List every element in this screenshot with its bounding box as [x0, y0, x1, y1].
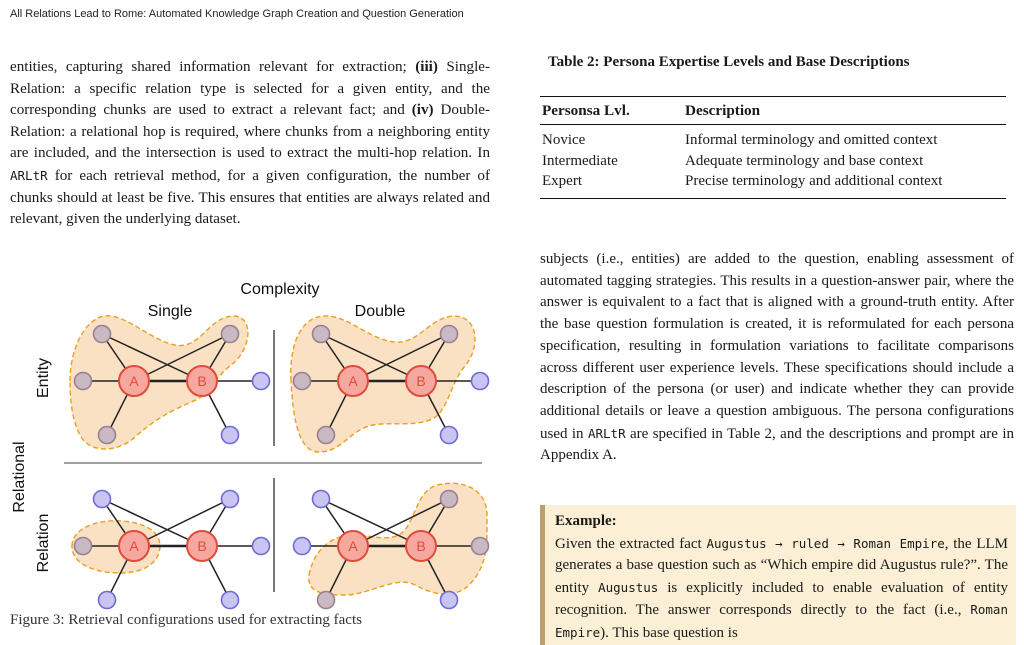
entity-node-label: B	[197, 538, 207, 554]
table-row	[540, 130, 1006, 151]
neighbor-node	[94, 326, 111, 343]
text-span: entities, capturing shared information relevant for extraction;	[10, 59, 416, 75]
neighbor-node	[99, 427, 116, 444]
column-label-single: Single	[147, 303, 193, 320]
paragraph-retrieval-configs	[10, 57, 490, 231]
example-title: Example:	[555, 513, 617, 529]
persona-table	[540, 96, 1006, 199]
entity-node-label: B	[416, 373, 426, 389]
code-answer: Roman Empire	[555, 602, 1008, 640]
neighbor-node	[253, 373, 270, 390]
paragraph-persona	[540, 249, 1014, 467]
code-entity: Augustus	[598, 579, 659, 595]
neighbor-node	[94, 491, 111, 508]
entity-node-label: B	[197, 373, 207, 389]
code-fact: Augustus → ruled → Roman Empire	[706, 535, 945, 551]
neighbor-node	[318, 592, 335, 609]
header-description: Description	[685, 102, 761, 119]
neighbor-node	[472, 373, 489, 390]
text-span: ). This base question is	[600, 624, 738, 641]
row-group-label-relational: Relational	[11, 441, 28, 513]
neighbor-node	[313, 326, 330, 343]
code-arltr: ARLtR	[10, 167, 48, 183]
neighbor-node	[294, 538, 311, 555]
neighbor-node	[253, 538, 270, 555]
header-persona-level: Personsa Lvl.	[542, 102, 630, 119]
example-box	[540, 505, 1016, 645]
text-span: for each retrieval method, for a given configuration, the number of chunks should at least be five. This ensures that entities are always related and relevant, given the underlying dataset.	[10, 167, 490, 228]
text-span: is explicitly included to enable evaluation of entity recognition. The answer corresponds directly to the fact (i.e.,	[555, 579, 1008, 618]
table-row	[540, 151, 1006, 172]
entity-node-label: B	[416, 538, 426, 554]
table-caption: Table 2: Persona Expertise Levels and Base Descriptions	[548, 54, 910, 70]
neighbor-node	[222, 326, 239, 343]
neighbor-node	[222, 491, 239, 508]
neighbor-node	[99, 592, 116, 609]
entity-node-label: A	[129, 538, 139, 554]
running-header: All Relations Lead to Rome: Automated Knowledge Graph Creation and Question Generation	[10, 8, 464, 20]
cell-description: Informal terminology and omitted context	[685, 132, 938, 148]
neighbor-node	[75, 373, 92, 390]
figure-title: Complexity	[240, 281, 320, 298]
entity-node-label: A	[129, 373, 139, 389]
text-span: are specified in Table 2, and the descriptions and prompt are in Appendix A.	[540, 425, 1014, 464]
left-column-text	[10, 57, 490, 231]
text-span: Single-Relation: a specific relation type is selected for a given entity, and the corresponding chunks are used to extract a relevant fact; and	[10, 59, 490, 119]
table-row	[540, 171, 1006, 192]
table-body	[540, 125, 1006, 198]
neighbor-node	[75, 538, 92, 555]
column-label-double: Double	[354, 303, 406, 320]
neighbor-node	[313, 491, 330, 508]
neighbor-node	[222, 592, 239, 609]
highlight-blob	[309, 483, 487, 595]
entity-node-label: A	[348, 373, 358, 389]
text-span: subjects (i.e., entities) are added to the question, enabling assessment of automated tagging strategies. This results in a question-answer pair, where the answer is equivalent to a fact that is aligned with a ground-truth entity. After the base question formulation is created, it is reformulated for each persona specification, resulting in formulation variations to facilitate comparisons across different user experience levels. These specifications should include a description of the persona (or user) and indicate whether they can provide additional details or leave a question ambiguous. The persona configurations used in	[540, 251, 1014, 442]
highlight-region-double-relation	[309, 483, 487, 595]
text-span: Given the extracted fact	[555, 535, 707, 552]
right-column-text	[540, 249, 1014, 467]
entity-node-label: A	[348, 538, 358, 554]
figure-caption-partial: Figure 3: Retrieval configurations used for extracting facts	[10, 612, 362, 628]
neighbor-node	[318, 427, 335, 444]
text-span: , the LLM generates a base question such as “Which empire did Augustus rule?”. The entity	[555, 535, 1008, 596]
neighbor-node	[472, 538, 489, 555]
cell-level: Novice	[542, 132, 586, 148]
neighbor-node	[441, 326, 458, 343]
table-header-row	[540, 97, 1006, 124]
code-arltr: ARLtR	[587, 425, 626, 441]
text-span: Double-Relation: a relational hop is required, where chunks from a neighboring entity are included, and the intersection is used to extract the multi-hop relation. In	[10, 102, 490, 162]
cell-description: Precise terminology and additional context	[685, 173, 943, 189]
neighbor-node	[222, 427, 239, 444]
enum-iv: (iv)	[411, 102, 434, 119]
cell-description: Adequate terminology and base context	[685, 152, 924, 169]
cell-level: Intermediate	[542, 152, 618, 169]
neighbor-node	[441, 427, 458, 444]
retrieval-configuration-figure	[0, 258, 520, 618]
row-label-entity: Entity	[35, 357, 52, 399]
example-text	[555, 533, 1008, 645]
row-label-relation: Relation	[35, 513, 52, 573]
neighbor-node	[441, 592, 458, 609]
neighbor-node	[441, 491, 458, 508]
cell-level: Expert	[542, 173, 582, 189]
enum-iii: (iii)	[415, 59, 438, 75]
neighbor-node	[294, 373, 311, 390]
table-bottom-rule	[540, 198, 1006, 199]
